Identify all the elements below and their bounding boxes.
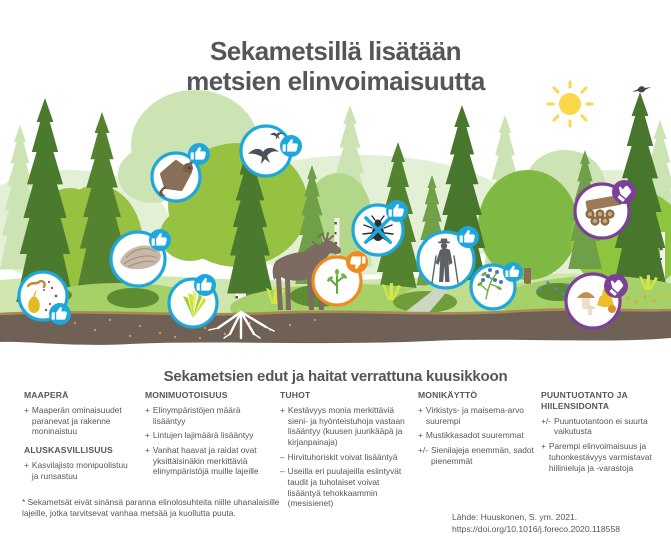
list-item: + Vanhat haavat ja raidat ovat yksittäisinäkin merkittäviä elinympäristöjä muille lajeille [145,444,259,477]
list-item: – Hirvituhoriskit voivat lisääntyä [280,451,398,462]
list-item: + Kestävyys monia merkittäviä sieni- ja hyönteistuhoja vastaan lisääntyy (kuusen juurikääpä ja kirjanpainaja) [280,404,405,447]
list-item: +/- Sienilajeja enemmän, sadot pienemmät [418,444,534,466]
thumbs-neutral-icon [604,274,628,298]
list-item: – Useilla eri puulajeilla esiintyvät taudit ja tuholaiset voivat lisääntyä tehokkaammin (mesisienet) [280,466,402,509]
thumbs-up-icon [280,135,302,157]
list-item: + Lintujen lajimäärä lisääntyy [145,430,254,441]
column-heading: MONIMUOTOISUUS [145,390,228,400]
list-item: + Maaperän ominaisuudet paranevat ja rakenne moninaistuu [24,404,122,437]
sun-icon [548,82,592,126]
column-heading: MONIKÄYTTÖ [418,390,478,400]
column-maapera [24,390,136,485]
thumbs-up-icon [503,262,523,282]
source-doi: https://doi.org/10.1016/j.foreco.2020.118558 [452,523,621,534]
list-item: + Mustikkasadot suuremmat [418,430,524,441]
thumbs-up-icon [188,143,210,165]
column-heading: ALUSKASVILLISUUS [24,444,113,455]
list-item: + Virkistys- ja maisema-arvo suurempi [418,404,524,426]
list-item: + Elinympäristöjen määrä lisääntyy [145,404,241,426]
column-heading: TUHOT [280,390,311,400]
column-monikaytto [418,390,536,470]
title-line1: Sekametsillä lisätään [209,36,462,67]
column-monimuotoisuus [145,390,273,481]
source-citation [452,512,667,535]
column-tuhot [280,390,412,513]
column-heading: PUUNTUOTANTO JA HIILENSIDONTA [541,390,628,411]
footnote: * Sekametsät eivät sinänsä paranna elinolosuhteita niille uhanalaisille lajeille, jotka tarvitsevat vanhaa metsää ja kuollutta puuta. [22,497,280,518]
column-heading: MAAPERÄ [24,390,69,400]
thumbs-up-icon [49,303,71,325]
thumbs-up-icon [149,229,171,251]
forest-illustration [0,80,671,345]
column-puuntuotanto [541,390,665,477]
thumbs-up-icon [386,200,408,222]
source-line1: Lähde: Huuskonen, S. ym. 2021. [452,512,578,522]
thumbs-up-icon [194,274,216,296]
list-item: +/- Puuntuotantoon ei suurta vaikutusta [541,415,648,437]
list-item: + Kasvilajisto monipuolistuu ja runsastuu [24,459,128,481]
section-subtitle: Sekametsien edut ja haitat verrattuna kuusikkoon [163,368,508,386]
thumbs-neutral-icon [612,180,636,204]
title-line2: metsien elinvoimaisuutta [186,66,485,97]
list-item: + Parempi elinvoimaisuus ja tuhonkestävyys varmistavat hiilinieluja ja -varastoja [541,441,652,473]
thumbs-down-icon [346,251,368,273]
bird-icon [632,86,651,92]
thumbs-up-icon [457,226,479,248]
